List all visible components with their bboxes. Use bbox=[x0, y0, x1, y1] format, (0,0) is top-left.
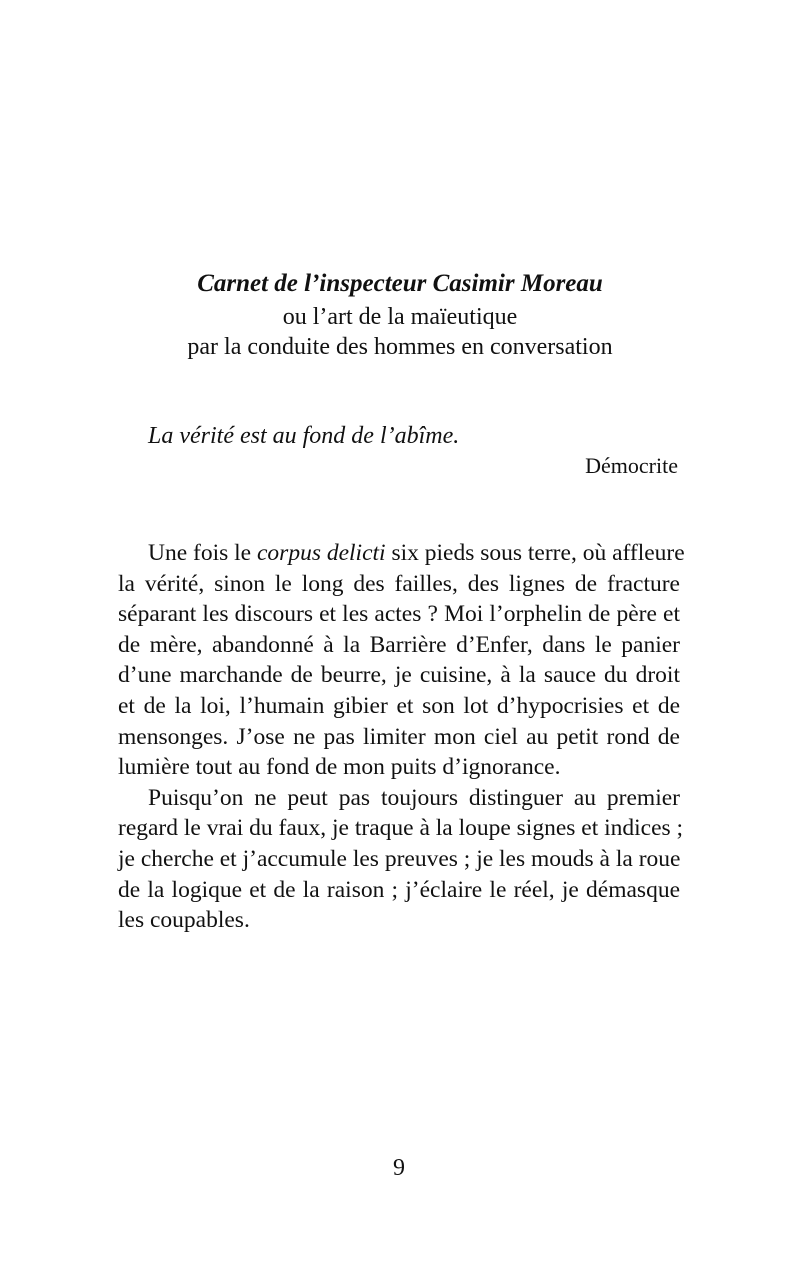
paragraph-1-line-7: mensonges. J’ose ne pas limiter mon ciel au petit rond de bbox=[118, 723, 680, 750]
paragraph-2 bbox=[118, 783, 684, 936]
paragraph-1-line-4: de mère, abandonné à la Barrière d’Enfer, dans le panier bbox=[118, 631, 680, 658]
paragraph-1-line-5: d’une marchande de beurre, je cuisine, à la sauce du droit bbox=[118, 662, 680, 689]
body-text bbox=[118, 538, 685, 936]
paragraph-2-line-5: les coupables. bbox=[118, 907, 250, 934]
text-run: six pieds sous terre, où affleure bbox=[385, 540, 685, 566]
chapter-heading bbox=[120, 266, 680, 362]
chapter-title: Carnet de l’inspecteur Casimir Moreau bbox=[197, 270, 603, 297]
epigraph-quote: La vérité est au fond de l’abîme. bbox=[148, 423, 460, 449]
paragraph-2-line-3: je cherche et j’accumule les preuves ; je les mouds à la roue bbox=[118, 845, 681, 872]
latin-term: corpus delicti bbox=[257, 540, 386, 566]
page-number: 9 bbox=[393, 1155, 405, 1181]
paragraph-2-line-1: Puisqu’on ne peut pas toujours distinguer au premier bbox=[148, 784, 680, 811]
paragraph-2-line-2: regard le vrai du faux, je traque à la loupe signes et indices ; bbox=[118, 815, 684, 842]
chapter-subtitle-line-2: par la conduite des hommes en conversation bbox=[187, 334, 613, 360]
epigraph-author: Démocrite bbox=[585, 453, 678, 478]
chapter-subtitle-line-1: ou l’art de la maïeutique bbox=[282, 304, 518, 330]
paragraph-1-line-1 bbox=[118, 538, 685, 569]
text-run: Une fois le bbox=[148, 540, 257, 566]
paragraph-1-line-3: séparant les discours et les actes ? Moi l’orphelin de père et bbox=[118, 601, 680, 628]
paragraph-1-line-8: lumière tout au fond de mon puits d’ignorance. bbox=[118, 754, 561, 781]
paragraph-1-line-6: et de la loi, l’humain gibier et son lot d’hypocrisies et de bbox=[118, 692, 680, 719]
paragraph-1 bbox=[118, 538, 685, 783]
paragraph-2-line-4: de la logique et de la raison ; j’éclaire le réel, je démasque bbox=[118, 876, 680, 903]
paragraph-1-line-2: la vérité, sinon le long des failles, des lignes de fracture bbox=[118, 570, 680, 597]
